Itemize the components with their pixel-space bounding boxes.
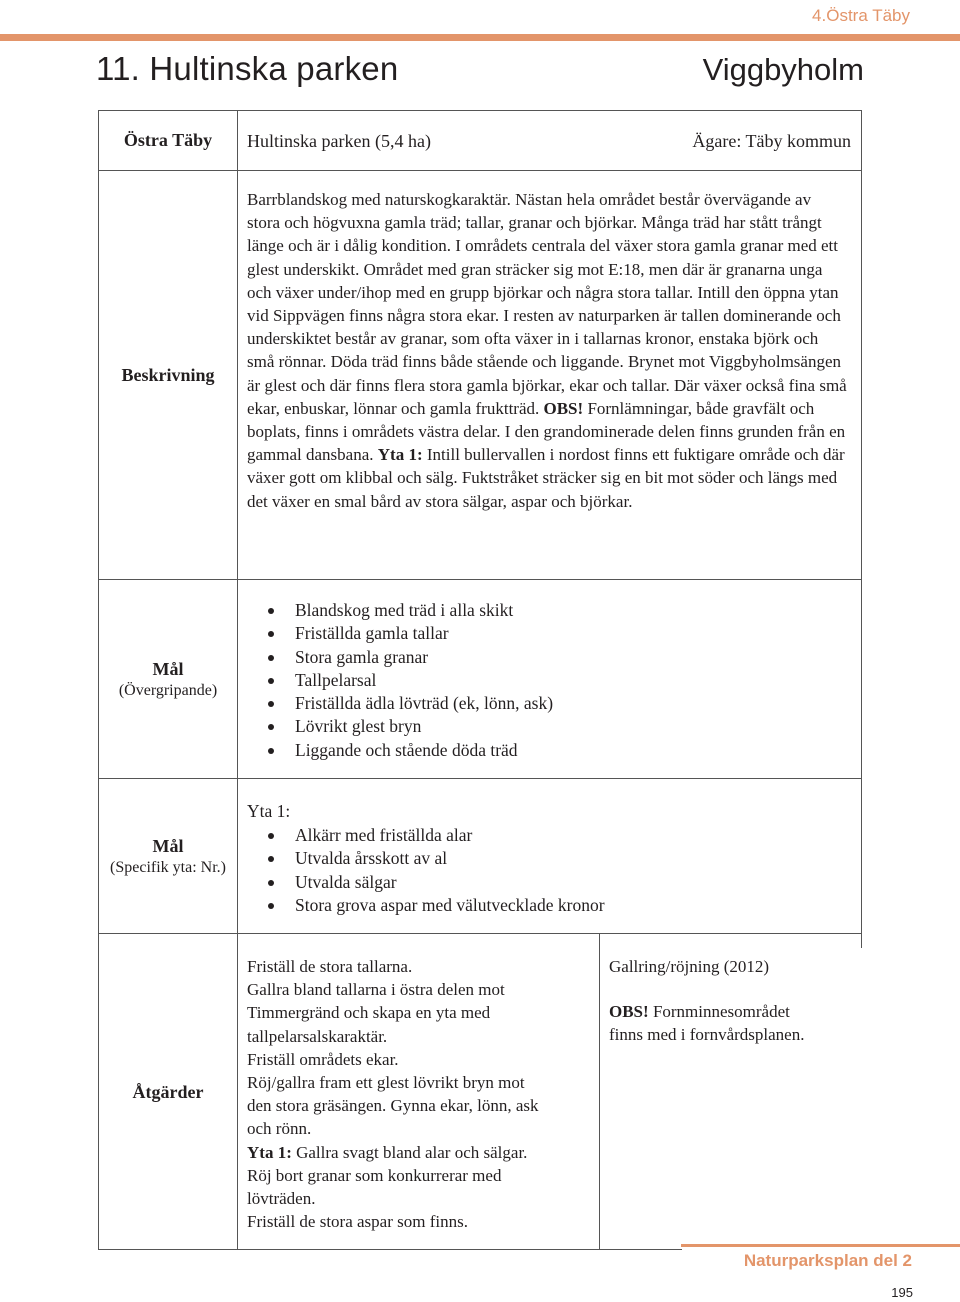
side-obs-text: Fornminnesområdet xyxy=(648,1002,790,1022)
yta-label: Yta 1: xyxy=(377,445,423,465)
section-tag: 4.Östra Täby xyxy=(812,6,910,25)
list-item: Stora grova aspar med välutvecklade kronor xyxy=(238,894,838,917)
top-rule xyxy=(0,34,960,41)
page-title: 11. Hultinska parken xyxy=(96,50,399,87)
description-label: Beskrivning xyxy=(121,364,215,385)
action-line: Friställ de stora aspar som finns. xyxy=(247,1212,468,1232)
actions-side-note xyxy=(609,955,849,1047)
action-line: Röj/gallra fram ett glest lövrikt bryn mot xyxy=(247,1073,525,1093)
side-obs-line xyxy=(609,1000,849,1023)
page-number: 195 xyxy=(891,1285,913,1300)
list-item: Utvalda sälgar xyxy=(238,871,838,894)
owner: Ägare: Täby kommun xyxy=(692,131,851,151)
park-name: Hultinska parken (5,4 ha) xyxy=(247,131,431,151)
action-line: lövträden. xyxy=(247,1189,316,1209)
action-line: Timmergränd och skapa en yta med xyxy=(247,1003,491,1023)
footer-rule xyxy=(681,1244,960,1247)
list-item: Lövrikt glest bryn xyxy=(238,715,838,738)
goals-specific-label-cell xyxy=(99,779,238,933)
action-line: Röj bort granar som konkurrerar med xyxy=(247,1165,502,1185)
actions-list xyxy=(247,955,597,1233)
action-line: Gallra bland tallarna i östra delen mot xyxy=(247,980,505,1000)
goals-specific-area: Yta 1: xyxy=(247,801,291,821)
actions-right-border xyxy=(861,934,862,948)
goals-general-row xyxy=(98,579,862,779)
obs-text: Fornlämningar, både gravfält och boplats, finns i områdets västra delar. I den grandominerade delen finns grunden från en gammal dansbana. xyxy=(247,398,846,465)
goals-general-list xyxy=(238,599,838,762)
list-item: Stora gamla granar xyxy=(238,646,838,669)
goals-general-label-cell xyxy=(99,580,238,778)
obs-label: OBS! xyxy=(543,398,584,418)
actions-column-divider xyxy=(599,934,600,1250)
description-text xyxy=(247,188,847,513)
goals-specific-list xyxy=(238,824,838,917)
list-item: Tallpelarsal xyxy=(238,669,838,692)
actions-bottom-border xyxy=(99,1249,682,1250)
description-label-cell xyxy=(99,171,238,579)
action-line: Friställ områdets ekar. xyxy=(247,1049,399,1069)
footer-title: Naturparksplan del 2 xyxy=(743,1251,912,1270)
action-line: den stora gräsängen. Gynna ekar, lönn, ask xyxy=(247,1096,539,1116)
side-obs-line-2: finns med i fornvårdsplanen. xyxy=(609,1025,805,1045)
list-item: Friställda gamla tallar xyxy=(238,622,838,645)
list-item: Liggande och stående döda träd xyxy=(238,739,838,762)
description-row xyxy=(98,170,862,580)
actions-label: Åtgärder xyxy=(132,1081,204,1102)
actions-label-cell xyxy=(99,934,238,1250)
side-title: Gallring/röjning (2012) xyxy=(609,957,770,976)
actions-row xyxy=(98,933,862,1250)
action-yta-label: Yta 1: xyxy=(247,1142,292,1162)
goals-general-sublabel: (Övergripande) xyxy=(118,681,218,699)
description-body: Barrblandskog med naturskogkaraktär. Nästan hela området består övervägande av stora och högvuxna gamla träd; tallar, granar och björkar. Många träd har stått trångt länge och är i dålig kondition. I områdets centrala del växer stora gamla granar med ett glest underskikt. Området med gran sträcker sig mot E:18, men där är granarna unga och växer under/ihop med en grupp björkar och några stora tallar. Intill den öppna ytan vid Sippvägen finns några stora ekar. I resten av naturparken är tallen dominerande och underskiktet består av granar, som ofta växer in i tallarnas kronor, enstaka björk och små rönnar. Döda träd finns både stående och liggande. Brynet mot Viggbyholmsängen är glest och där finns flera stora gamla björkar, ekar och tallar. Där växer också fina små ekar, enbuskar, lönnar och gamla fruktträd. xyxy=(247,190,847,418)
goals-general-label: Mål xyxy=(152,658,184,679)
side-obs-label: OBS! xyxy=(609,1002,649,1022)
goals-specific-label: Mål xyxy=(152,835,184,856)
action-line: Friställ de stora tallarna. xyxy=(247,957,413,976)
place-title: Viggbyholm xyxy=(702,52,864,87)
list-item: Friställda ädla lövträd (ek, lönn, ask) xyxy=(238,692,838,715)
action-line: tallpelarsalskaraktär. xyxy=(247,1026,388,1046)
action-yta-text: Gallra svagt bland alar och sälgar. xyxy=(291,1142,528,1162)
list-item: Utvalda årsskott av al xyxy=(238,847,838,870)
list-item: Blandskog med träd i alla skikt xyxy=(238,599,838,622)
action-line: och rönn. xyxy=(247,1119,312,1139)
yta-text: Intill bullervallen i nordost finns ett fuktigare område och där växer gott om klibbal och sälg. Fuktstråket sträcker sig en bit mot söder och längs med det växer en smal bård av stora sälgar, aspar och björkar. xyxy=(247,445,845,511)
area-label-cell xyxy=(99,111,238,170)
goals-specific-sublabel: (Specifik yta: Nr.) xyxy=(110,858,226,876)
list-item: Alkärr med friställda alar xyxy=(238,824,838,847)
goals-specific-row xyxy=(98,778,862,934)
area-label: Östra Täby xyxy=(123,130,213,150)
action-line xyxy=(247,1141,597,1164)
info-row xyxy=(98,110,862,171)
